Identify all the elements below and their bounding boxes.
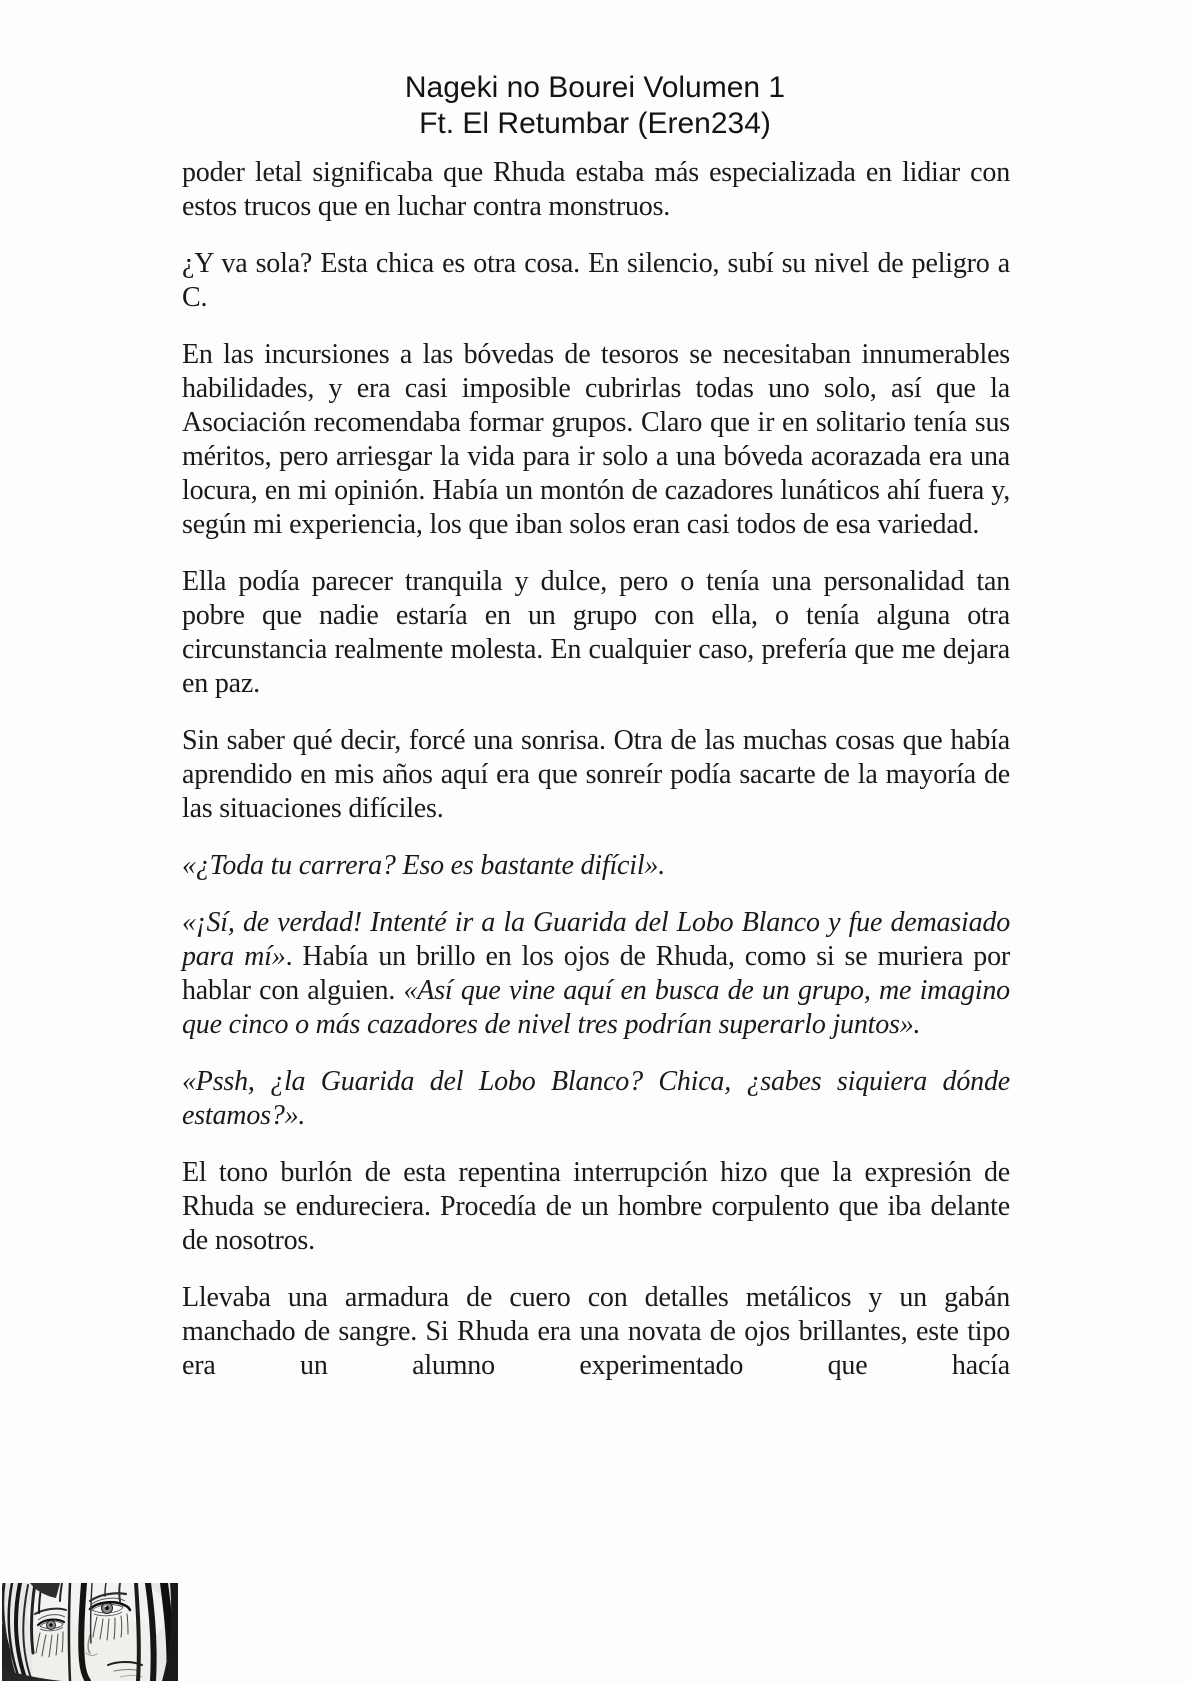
paragraph [182, 1281, 1010, 1383]
narration-text: Sin saber qué decir, forcé una sonrisa. Otra de las muchas cosas que había aprendido en mis años aquí era que sonreír podía sacarte de la mayoría de las situaciones difíciles. [182, 725, 1010, 824]
doc-subtitle: Ft. El Retumbar (Eren234) [419, 107, 771, 140]
page-header [0, 0, 1190, 142]
paragraph [182, 1156, 1010, 1258]
narration-text: poder letal significaba que Rhuda estaba más especializada en lidiar con estos trucos que en luchar contra monstruos. [182, 157, 1010, 222]
narration-text: Llevaba una armadura de cuero con detalles metálicos y un gabán manchado de sangre. Si Rhuda era una novata de ojos brillantes, este tipo era un alumno experimentado que hacía [182, 1282, 1010, 1381]
paragraph [182, 247, 1010, 315]
narration-text: . Había un brillo en los ojos de Rhuda, como si se muriera por hablar con alguien. [182, 941, 1010, 1006]
narration-text: En las incursiones a las bóvedas de tesoros se necesitaban innumerables habilidades, y era casi imposible cubrirlas todas uno solo, así que la Asociación recomendaba formar grupos. Claro que ir en solitario tenía sus méritos, pero arriesgar la vida para ir solo a una bóveda acorazada era una locura, en mi opinión. Había un montón de cazadores lunáticos ahí fuera y, según mi experiencia, los que iban solos eran casi todos de esa variedad. [182, 339, 1010, 540]
paragraph [182, 849, 1010, 883]
paragraph [182, 156, 1010, 224]
body-text [182, 156, 1010, 1383]
dialogue-italic-text: «¡Sí, de verdad! Intenté ir a la Guarida del Lobo Blanco y fue demasiado para mí» [182, 907, 1010, 972]
doc-title: Nageki no Bourei Volumen 1 [404, 71, 786, 104]
paragraph [182, 338, 1010, 542]
dialogue-italic-text: «Así que vine aquí en busca de un grupo, me imagino que cinco o más cazadores de nivel tres podrían superarlo juntos». [182, 975, 1010, 1040]
dialogue-italic-text: «Pssh, ¿la Guarida del Lobo Blanco? Chica, ¿sabes siquiera dónde estamos?». [182, 1066, 1010, 1131]
narration-text: Ella podía parecer tranquila y dulce, pero o tenía una personalidad tan pobre que nadie estaría en un grupo con ella, o tenía alguna otra circunstancia realmente molesta. En cualquier caso, prefería que me dejara en paz. [182, 566, 1010, 699]
paragraph [182, 906, 1010, 1042]
manga-illustration [2, 1583, 178, 1681]
narration-text: ¿Y va sola? Esta chica es otra cosa. En silencio, subí su nivel de peligro a C. [182, 248, 1010, 313]
paragraph [182, 724, 1010, 826]
paragraph [182, 1065, 1010, 1133]
narration-text: El tono burlón de esta repentina interrupción hizo que la expresión de Rhuda se endureciera. Procedía de un hombre corpulento que iba delante de nosotros. [182, 1157, 1010, 1256]
dialogue-italic-text: «¿Toda tu carrera? Eso es bastante difícil». [182, 850, 666, 881]
paragraph [182, 565, 1010, 701]
